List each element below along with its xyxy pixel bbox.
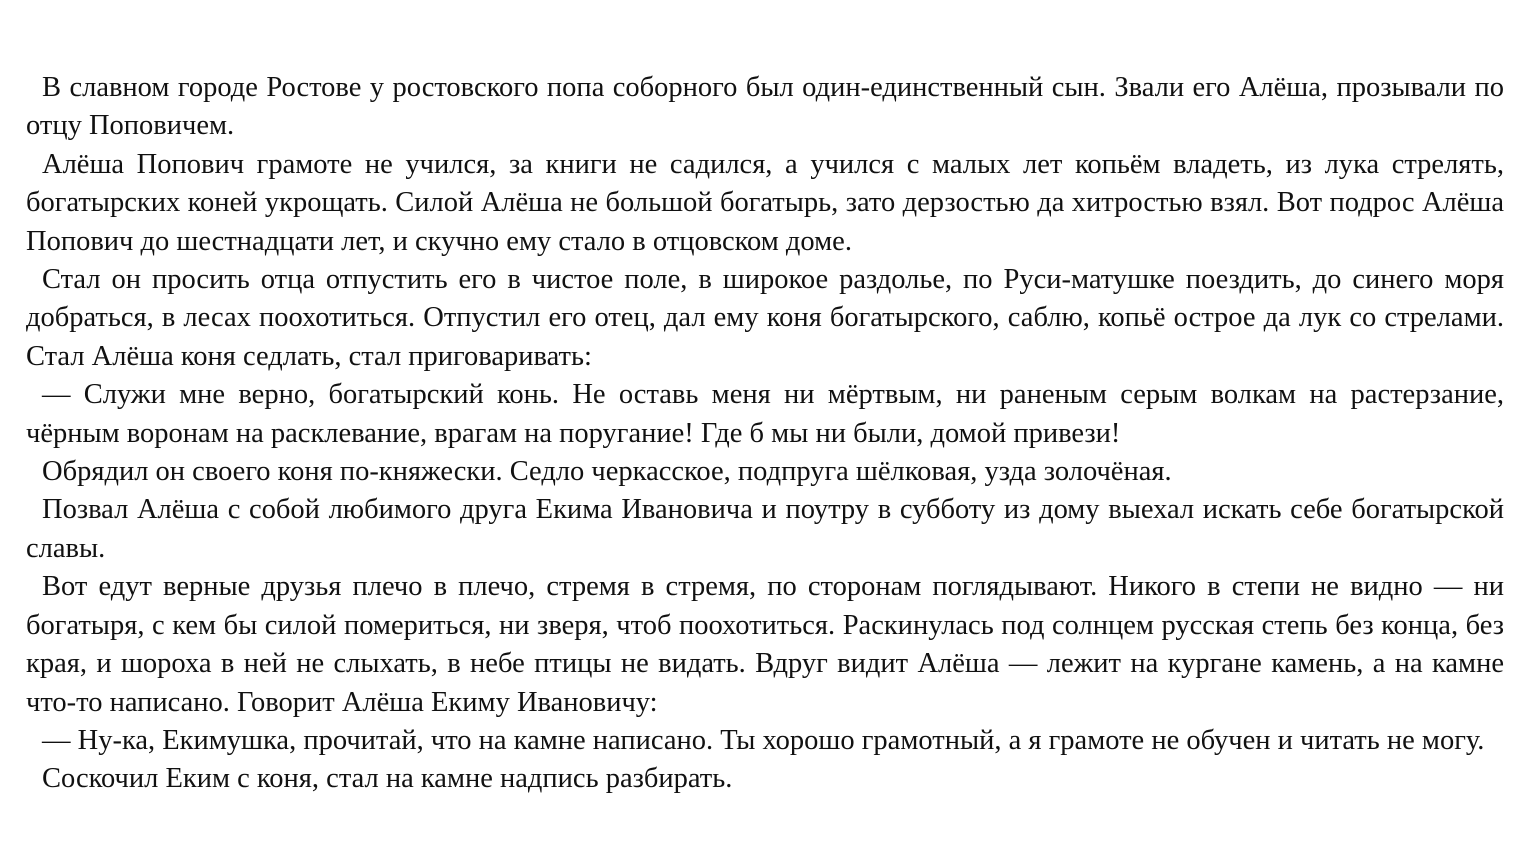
paragraph: Обрядил он своего коня по-княжески. Седло черкасское, подпруга шёлковая, узда золочёная. <box>42 456 1172 488</box>
paragraph: Соскочил Еким с коня, стал на камне надпись разбирать. <box>42 763 733 795</box>
paragraph: Позвал Алёша с собой любимого друга Екима Ивановича и поутру в субботу из дому выехал искать себе богатырской славы. <box>26 494 1504 564</box>
paragraph: — Служи мне верно, богатырский конь. Не оставь меня ни мёртвым, ни раненым серым волкам на растерзание, чёрным воронам на расклевание, врагам на поругание! Где б мы ни были, домой привези! <box>26 379 1504 449</box>
paragraph: Алёша Попович грамоте не учился, за книги не садился, а учился с малых лет копьём владеть, из лука стрелять, богатырских коней укрощать. Силой Алёша не большой богатырь, зато дерзостью да хитростью взял. Вот подрос Алёша Попович до шестнадцати лет, и скучно ему стало в отцовском доме. <box>26 148 1504 257</box>
paragraph: — Ну-ка, Екимушка, прочитай, что на камне написано. Ты хорошо грамотный, а я грамоте не обучен и читать не могу. <box>42 724 1485 756</box>
paragraph: Стал он просить отца отпустить его в чистое поле, в широкое раздолье, по Руси-матушке поездить, до синего моря добраться, в лесах поохотиться. Отпустил его отец, дал ему коня богатырского, саблю, копьё острое да лук со стрелами. Стал Алёша коня седлать, стал приговаривать: <box>26 264 1504 372</box>
text-page <box>26 69 1504 799</box>
paragraph: Вот едут верные друзья плечо в плечо, стремя в стремя, по сторонам поглядывают. Никого в степи не видно — ни богатыря, с кем бы силой помериться, ни зверя, чтоб поохотиться. Раскинулась под солнцем русская степь без конца, без края, и шороха в ней не слыхать, в небе птицы не видать. Вдруг видит Алёша — лежит на кургане камень, а на камне что-то написано. Говорит Алёша Екиму Ивановичу: <box>26 571 1504 718</box>
paragraph: В славном городе Ростове у ростовского попа соборного был один-единственный сын. Звали его Алёша, прозывали по отцу Поповичем. <box>26 72 1504 142</box>
